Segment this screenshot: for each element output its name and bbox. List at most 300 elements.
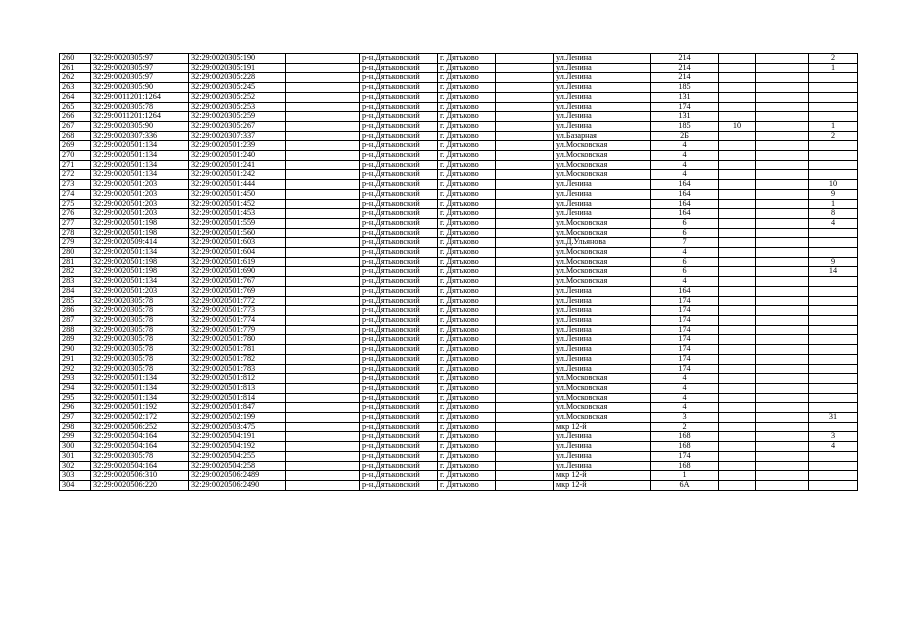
house-number-cell: 4	[651, 248, 719, 258]
cadastral-number-cell: 32:29:0020501:773	[189, 306, 286, 316]
table-row	[60, 180, 858, 190]
city-cell: г. Дятьково	[438, 403, 496, 413]
street-cell: ул.Московская	[554, 228, 651, 238]
district-cell: р-н.Дятьковский	[360, 189, 438, 199]
building-cell	[719, 480, 756, 490]
blank-cell	[496, 277, 554, 287]
house-number-cell: 4	[651, 403, 719, 413]
building-cell	[719, 471, 756, 481]
blank-cell	[286, 432, 360, 442]
cadastral-number-cell: 32:29:0020501:769	[189, 286, 286, 296]
table-row	[60, 151, 858, 161]
cadastral-number-cell: 32:29:0020501:814	[189, 393, 286, 403]
district-cell: р-н.Дятьковский	[360, 257, 438, 267]
house-number-cell: 168	[651, 432, 719, 442]
city-cell: г. Дятьково	[438, 480, 496, 490]
row-number-cell: 286	[60, 306, 91, 316]
street-cell: ул.Московская	[554, 277, 651, 287]
building-cell	[719, 403, 756, 413]
street-cell: ул.Д.Ульянова	[554, 238, 651, 248]
table-row	[60, 267, 858, 277]
table-row	[60, 480, 858, 490]
cadastral-number-cell: 32:29:0020501:813	[189, 383, 286, 393]
street-cell: ул.Ленина	[554, 189, 651, 199]
apartment-cell	[809, 335, 858, 345]
parent-cadastral-number-cell: 32:29:0020506:252	[91, 422, 189, 432]
parent-cadastral-number-cell: 32:29:0020501:203	[91, 209, 189, 219]
table-row	[60, 306, 858, 316]
house-number-cell: 131	[651, 112, 719, 122]
house-number-cell: 6	[651, 257, 719, 267]
blank-cell	[286, 383, 360, 393]
street-cell: ул.Московская	[554, 383, 651, 393]
parent-cadastral-number-cell: 32:29:0020307:336	[91, 131, 189, 141]
apartment-cell	[809, 451, 858, 461]
building-cell	[719, 451, 756, 461]
building-cell	[719, 257, 756, 267]
blank-cell	[496, 432, 554, 442]
table-row	[60, 170, 858, 180]
street-cell: ул.Московская	[554, 248, 651, 258]
blank-cell	[496, 121, 554, 131]
blank-cell	[496, 267, 554, 277]
district-cell: р-н.Дятьковский	[360, 325, 438, 335]
house-number-cell: 174	[651, 315, 719, 325]
blank-cell	[286, 189, 360, 199]
blank-cell	[496, 461, 554, 471]
cadastral-number-cell: 32:29:0020305:253	[189, 102, 286, 112]
row-number-cell: 271	[60, 160, 91, 170]
parent-cadastral-number-cell: 32:29:0011201:1264	[91, 112, 189, 122]
district-cell: р-н.Дятьковский	[360, 238, 438, 248]
blank-cell	[756, 383, 809, 393]
street-cell: ул.Ленина	[554, 73, 651, 83]
building-cell	[719, 335, 756, 345]
city-cell: г. Дятьково	[438, 131, 496, 141]
row-number-cell: 294	[60, 383, 91, 393]
table-row	[60, 335, 858, 345]
parent-cadastral-number-cell: 32:29:0020305:78	[91, 364, 189, 374]
street-cell: мкр 12-й	[554, 480, 651, 490]
blank-cell	[756, 306, 809, 316]
blank-cell	[496, 451, 554, 461]
house-number-cell: 174	[651, 296, 719, 306]
row-number-cell: 301	[60, 451, 91, 461]
street-cell: ул.Ленина	[554, 92, 651, 102]
apartment-cell	[809, 286, 858, 296]
row-number-cell: 298	[60, 422, 91, 432]
house-number-cell: 214	[651, 63, 719, 73]
blank-cell	[286, 63, 360, 73]
building-cell	[719, 393, 756, 403]
row-number-cell: 297	[60, 413, 91, 423]
apartment-cell: 1	[809, 121, 858, 131]
table-row	[60, 63, 858, 73]
apartment-cell	[809, 73, 858, 83]
blank-cell	[496, 315, 554, 325]
apartment-cell	[809, 345, 858, 355]
city-cell: г. Дятьково	[438, 199, 496, 209]
blank-cell	[496, 141, 554, 151]
house-number-cell: 4	[651, 160, 719, 170]
apartment-cell	[809, 228, 858, 238]
building-cell	[719, 374, 756, 384]
house-number-cell: 174	[651, 451, 719, 461]
parent-cadastral-number-cell: 32:29:0020501:192	[91, 403, 189, 413]
row-number-cell: 283	[60, 277, 91, 287]
apartment-cell	[809, 364, 858, 374]
building-cell	[719, 102, 756, 112]
blank-cell	[286, 73, 360, 83]
blank-cell	[496, 199, 554, 209]
cadastral-number-cell: 32:29:0020501:619	[189, 257, 286, 267]
cadastral-number-cell: 32:29:0020501:812	[189, 374, 286, 384]
parent-cadastral-number-cell: 32:29:0020305:78	[91, 306, 189, 316]
table-row	[60, 432, 858, 442]
cadastral-number-cell: 32:29:0020501:779	[189, 325, 286, 335]
apartment-cell	[809, 403, 858, 413]
district-cell: р-н.Дятьковский	[360, 335, 438, 345]
blank-cell	[286, 54, 360, 64]
district-cell: р-н.Дятьковский	[360, 267, 438, 277]
house-number-cell: 4	[651, 383, 719, 393]
parent-cadastral-number-cell: 32:29:0020305:90	[91, 83, 189, 93]
parent-cadastral-number-cell: 32:29:0020305:78	[91, 354, 189, 364]
blank-cell	[756, 92, 809, 102]
cadastral-number-cell: 32:29:0020305:190	[189, 54, 286, 64]
building-cell	[719, 277, 756, 287]
apartment-cell	[809, 141, 858, 151]
district-cell: р-н.Дятьковский	[360, 209, 438, 219]
street-cell: ул.Московская	[554, 151, 651, 161]
table-row	[60, 296, 858, 306]
district-cell: р-н.Дятьковский	[360, 151, 438, 161]
cadastral-number-cell: 32:29:0020506:2490	[189, 480, 286, 490]
parent-cadastral-number-cell: 32:29:0020506:310	[91, 471, 189, 481]
row-number-cell: 260	[60, 54, 91, 64]
apartment-cell	[809, 315, 858, 325]
blank-cell	[286, 354, 360, 364]
building-cell	[719, 131, 756, 141]
building-cell	[719, 54, 756, 64]
parent-cadastral-number-cell: 32:29:0020305:97	[91, 63, 189, 73]
blank-cell	[756, 228, 809, 238]
building-cell	[719, 432, 756, 442]
house-number-cell: 6	[651, 218, 719, 228]
street-cell: ул.Московская	[554, 267, 651, 277]
blank-cell	[496, 403, 554, 413]
district-cell: р-н.Дятьковский	[360, 480, 438, 490]
apartment-cell	[809, 461, 858, 471]
blank-cell	[286, 277, 360, 287]
parent-cadastral-number-cell: 32:29:0020305:78	[91, 315, 189, 325]
table-row	[60, 403, 858, 413]
building-cell	[719, 189, 756, 199]
district-cell: р-н.Дятьковский	[360, 354, 438, 364]
cadastral-number-cell: 32:29:0020501:452	[189, 199, 286, 209]
city-cell: г. Дятьково	[438, 442, 496, 452]
apartment-cell	[809, 277, 858, 287]
apartment-cell	[809, 306, 858, 316]
parent-cadastral-number-cell: 32:29:0020501:134	[91, 374, 189, 384]
blank-cell	[286, 199, 360, 209]
city-cell: г. Дятьково	[438, 257, 496, 267]
building-cell	[719, 296, 756, 306]
blank-cell	[496, 189, 554, 199]
parent-cadastral-number-cell: 32:29:0020305:78	[91, 335, 189, 345]
row-number-cell: 261	[60, 63, 91, 73]
parent-cadastral-number-cell: 32:29:0020501:203	[91, 286, 189, 296]
street-cell: ул.Ленина	[554, 354, 651, 364]
parent-cadastral-number-cell: 32:29:0020305:78	[91, 102, 189, 112]
building-cell	[719, 238, 756, 248]
apartment-cell: 2	[809, 54, 858, 64]
district-cell: р-н.Дятьковский	[360, 432, 438, 442]
city-cell: г. Дятьково	[438, 374, 496, 384]
table-row	[60, 141, 858, 151]
apartment-cell	[809, 83, 858, 93]
city-cell: г. Дятьково	[438, 218, 496, 228]
blank-cell	[496, 325, 554, 335]
apartment-cell	[809, 248, 858, 258]
blank-cell	[756, 374, 809, 384]
row-number-cell: 277	[60, 218, 91, 228]
table-row	[60, 131, 858, 141]
blank-cell	[756, 413, 809, 423]
blank-cell	[286, 160, 360, 170]
row-number-cell: 290	[60, 345, 91, 355]
table-row	[60, 189, 858, 199]
parent-cadastral-number-cell: 32:29:0020504:164	[91, 432, 189, 442]
apartment-cell: 4	[809, 218, 858, 228]
blank-cell	[286, 480, 360, 490]
blank-cell	[286, 335, 360, 345]
blank-cell	[496, 335, 554, 345]
building-cell	[719, 83, 756, 93]
house-number-cell: 174	[651, 102, 719, 112]
blank-cell	[756, 141, 809, 151]
street-cell: ул.Ленина	[554, 54, 651, 64]
cadastral-number-cell: 32:29:0020501:767	[189, 277, 286, 287]
city-cell: г. Дятьково	[438, 296, 496, 306]
blank-cell	[286, 296, 360, 306]
blank-cell	[286, 461, 360, 471]
cadastral-number-cell: 32:29:0020501:772	[189, 296, 286, 306]
blank-cell	[286, 345, 360, 355]
apartment-cell: 14	[809, 267, 858, 277]
house-number-cell: 174	[651, 335, 719, 345]
blank-cell	[286, 141, 360, 151]
building-cell	[719, 286, 756, 296]
row-number-cell: 287	[60, 315, 91, 325]
street-cell: ул.Ленина	[554, 121, 651, 131]
table-row	[60, 277, 858, 287]
table-row	[60, 228, 858, 238]
parent-cadastral-number-cell: 32:29:0011201:1264	[91, 92, 189, 102]
table-row	[60, 112, 858, 122]
building-cell	[719, 180, 756, 190]
parent-cadastral-number-cell: 32:29:0020501:203	[91, 199, 189, 209]
building-cell	[719, 461, 756, 471]
blank-cell	[496, 102, 554, 112]
blank-cell	[496, 170, 554, 180]
parent-cadastral-number-cell: 32:29:0020501:134	[91, 393, 189, 403]
blank-cell	[496, 151, 554, 161]
city-cell: г. Дятьково	[438, 383, 496, 393]
row-number-cell: 273	[60, 180, 91, 190]
house-number-cell: 2Б	[651, 131, 719, 141]
city-cell: г. Дятьково	[438, 160, 496, 170]
parent-cadastral-number-cell: 32:29:0020501:198	[91, 218, 189, 228]
building-cell	[719, 141, 756, 151]
blank-cell	[756, 248, 809, 258]
house-number-cell: 185	[651, 83, 719, 93]
building-cell	[719, 160, 756, 170]
street-cell: ул.Ленина	[554, 83, 651, 93]
parent-cadastral-number-cell: 32:29:0020305:97	[91, 54, 189, 64]
parent-cadastral-number-cell: 32:29:0020305:78	[91, 325, 189, 335]
blank-cell	[756, 83, 809, 93]
street-cell: ул.Ленина	[554, 325, 651, 335]
apartment-cell	[809, 374, 858, 384]
apartment-cell: 9	[809, 189, 858, 199]
building-cell	[719, 170, 756, 180]
district-cell: р-н.Дятьковский	[360, 102, 438, 112]
row-number-cell: 288	[60, 325, 91, 335]
table-row	[60, 102, 858, 112]
street-cell: ул.Ленина	[554, 451, 651, 461]
building-cell	[719, 306, 756, 316]
blank-cell	[286, 209, 360, 219]
parent-cadastral-number-cell: 32:29:0020305:78	[91, 451, 189, 461]
blank-cell	[496, 354, 554, 364]
blank-cell	[496, 83, 554, 93]
cadastral-number-cell: 32:29:0020501:559	[189, 218, 286, 228]
house-number-cell: 1	[651, 471, 719, 481]
city-cell: г. Дятьково	[438, 228, 496, 238]
blank-cell	[756, 354, 809, 364]
blank-cell	[286, 228, 360, 238]
table-row	[60, 286, 858, 296]
blank-cell	[496, 422, 554, 432]
district-cell: р-н.Дятьковский	[360, 393, 438, 403]
blank-cell	[496, 112, 554, 122]
apartment-cell	[809, 296, 858, 306]
apartment-cell	[809, 471, 858, 481]
district-cell: р-н.Дятьковский	[360, 92, 438, 102]
blank-cell	[496, 306, 554, 316]
apartment-cell	[809, 112, 858, 122]
table-row	[60, 218, 858, 228]
blank-cell	[496, 218, 554, 228]
row-number-cell: 268	[60, 131, 91, 141]
blank-cell	[756, 131, 809, 141]
city-cell: г. Дятьково	[438, 73, 496, 83]
building-cell	[719, 364, 756, 374]
city-cell: г. Дятьково	[438, 121, 496, 131]
blank-cell	[286, 180, 360, 190]
parent-cadastral-number-cell: 32:29:0020305:78	[91, 345, 189, 355]
street-cell: ул.Ленина	[554, 315, 651, 325]
cadastral-number-cell: 32:29:0020305:252	[189, 92, 286, 102]
city-cell: г. Дятьково	[438, 345, 496, 355]
cadastral-number-cell: 32:29:0020501:242	[189, 170, 286, 180]
blank-cell	[756, 180, 809, 190]
table-row	[60, 54, 858, 64]
street-cell: ул.Ленина	[554, 209, 651, 219]
blank-cell	[756, 364, 809, 374]
blank-cell	[286, 257, 360, 267]
blank-cell	[756, 209, 809, 219]
table-row	[60, 354, 858, 364]
apartment-cell	[809, 383, 858, 393]
street-cell: ул.Ленина	[554, 63, 651, 73]
district-cell: р-н.Дятьковский	[360, 471, 438, 481]
apartment-cell	[809, 393, 858, 403]
house-number-cell: 174	[651, 306, 719, 316]
blank-cell	[756, 238, 809, 248]
house-number-cell: 174	[651, 325, 719, 335]
street-cell: ул.Ленина	[554, 102, 651, 112]
city-cell: г. Дятьково	[438, 238, 496, 248]
blank-cell	[496, 383, 554, 393]
blank-cell	[756, 451, 809, 461]
blank-cell	[756, 315, 809, 325]
blank-cell	[286, 374, 360, 384]
row-number-cell: 276	[60, 209, 91, 219]
apartment-cell	[809, 422, 858, 432]
parent-cadastral-number-cell: 32:29:0020509:414	[91, 238, 189, 248]
city-cell: г. Дятьково	[438, 248, 496, 258]
blank-cell	[286, 170, 360, 180]
house-number-cell: 164	[651, 180, 719, 190]
district-cell: р-н.Дятьковский	[360, 296, 438, 306]
row-number-cell: 270	[60, 151, 91, 161]
blank-cell	[756, 335, 809, 345]
table-row	[60, 413, 858, 423]
house-number-cell: 3	[651, 413, 719, 423]
blank-cell	[756, 422, 809, 432]
city-cell: г. Дятьково	[438, 112, 496, 122]
cadastral-number-cell: 32:29:0020501:690	[189, 267, 286, 277]
apartment-cell: 8	[809, 209, 858, 219]
parent-cadastral-number-cell: 32:29:0020501:198	[91, 228, 189, 238]
table-row	[60, 422, 858, 432]
blank-cell	[756, 442, 809, 452]
street-cell: ул.Ленина	[554, 345, 651, 355]
table-row	[60, 325, 858, 335]
street-cell: ул.Ленина	[554, 306, 651, 316]
city-cell: г. Дятьково	[438, 54, 496, 64]
city-cell: г. Дятьково	[438, 432, 496, 442]
street-cell: ул.Московская	[554, 413, 651, 423]
blank-cell	[286, 315, 360, 325]
building-cell	[719, 209, 756, 219]
building-cell	[719, 325, 756, 335]
blank-cell	[496, 393, 554, 403]
street-cell: ул.Ленина	[554, 364, 651, 374]
house-number-cell: 174	[651, 354, 719, 364]
row-number-cell: 272	[60, 170, 91, 180]
street-cell: ул.Московская	[554, 170, 651, 180]
city-cell: г. Дятьково	[438, 63, 496, 73]
parent-cadastral-number-cell: 32:29:0020501:134	[91, 383, 189, 393]
table-row	[60, 73, 858, 83]
house-number-cell: 7	[651, 238, 719, 248]
street-cell: мкр 12-й	[554, 422, 651, 432]
street-cell: ул.Ленина	[554, 432, 651, 442]
cadastral-number-cell: 32:29:0020305:245	[189, 83, 286, 93]
